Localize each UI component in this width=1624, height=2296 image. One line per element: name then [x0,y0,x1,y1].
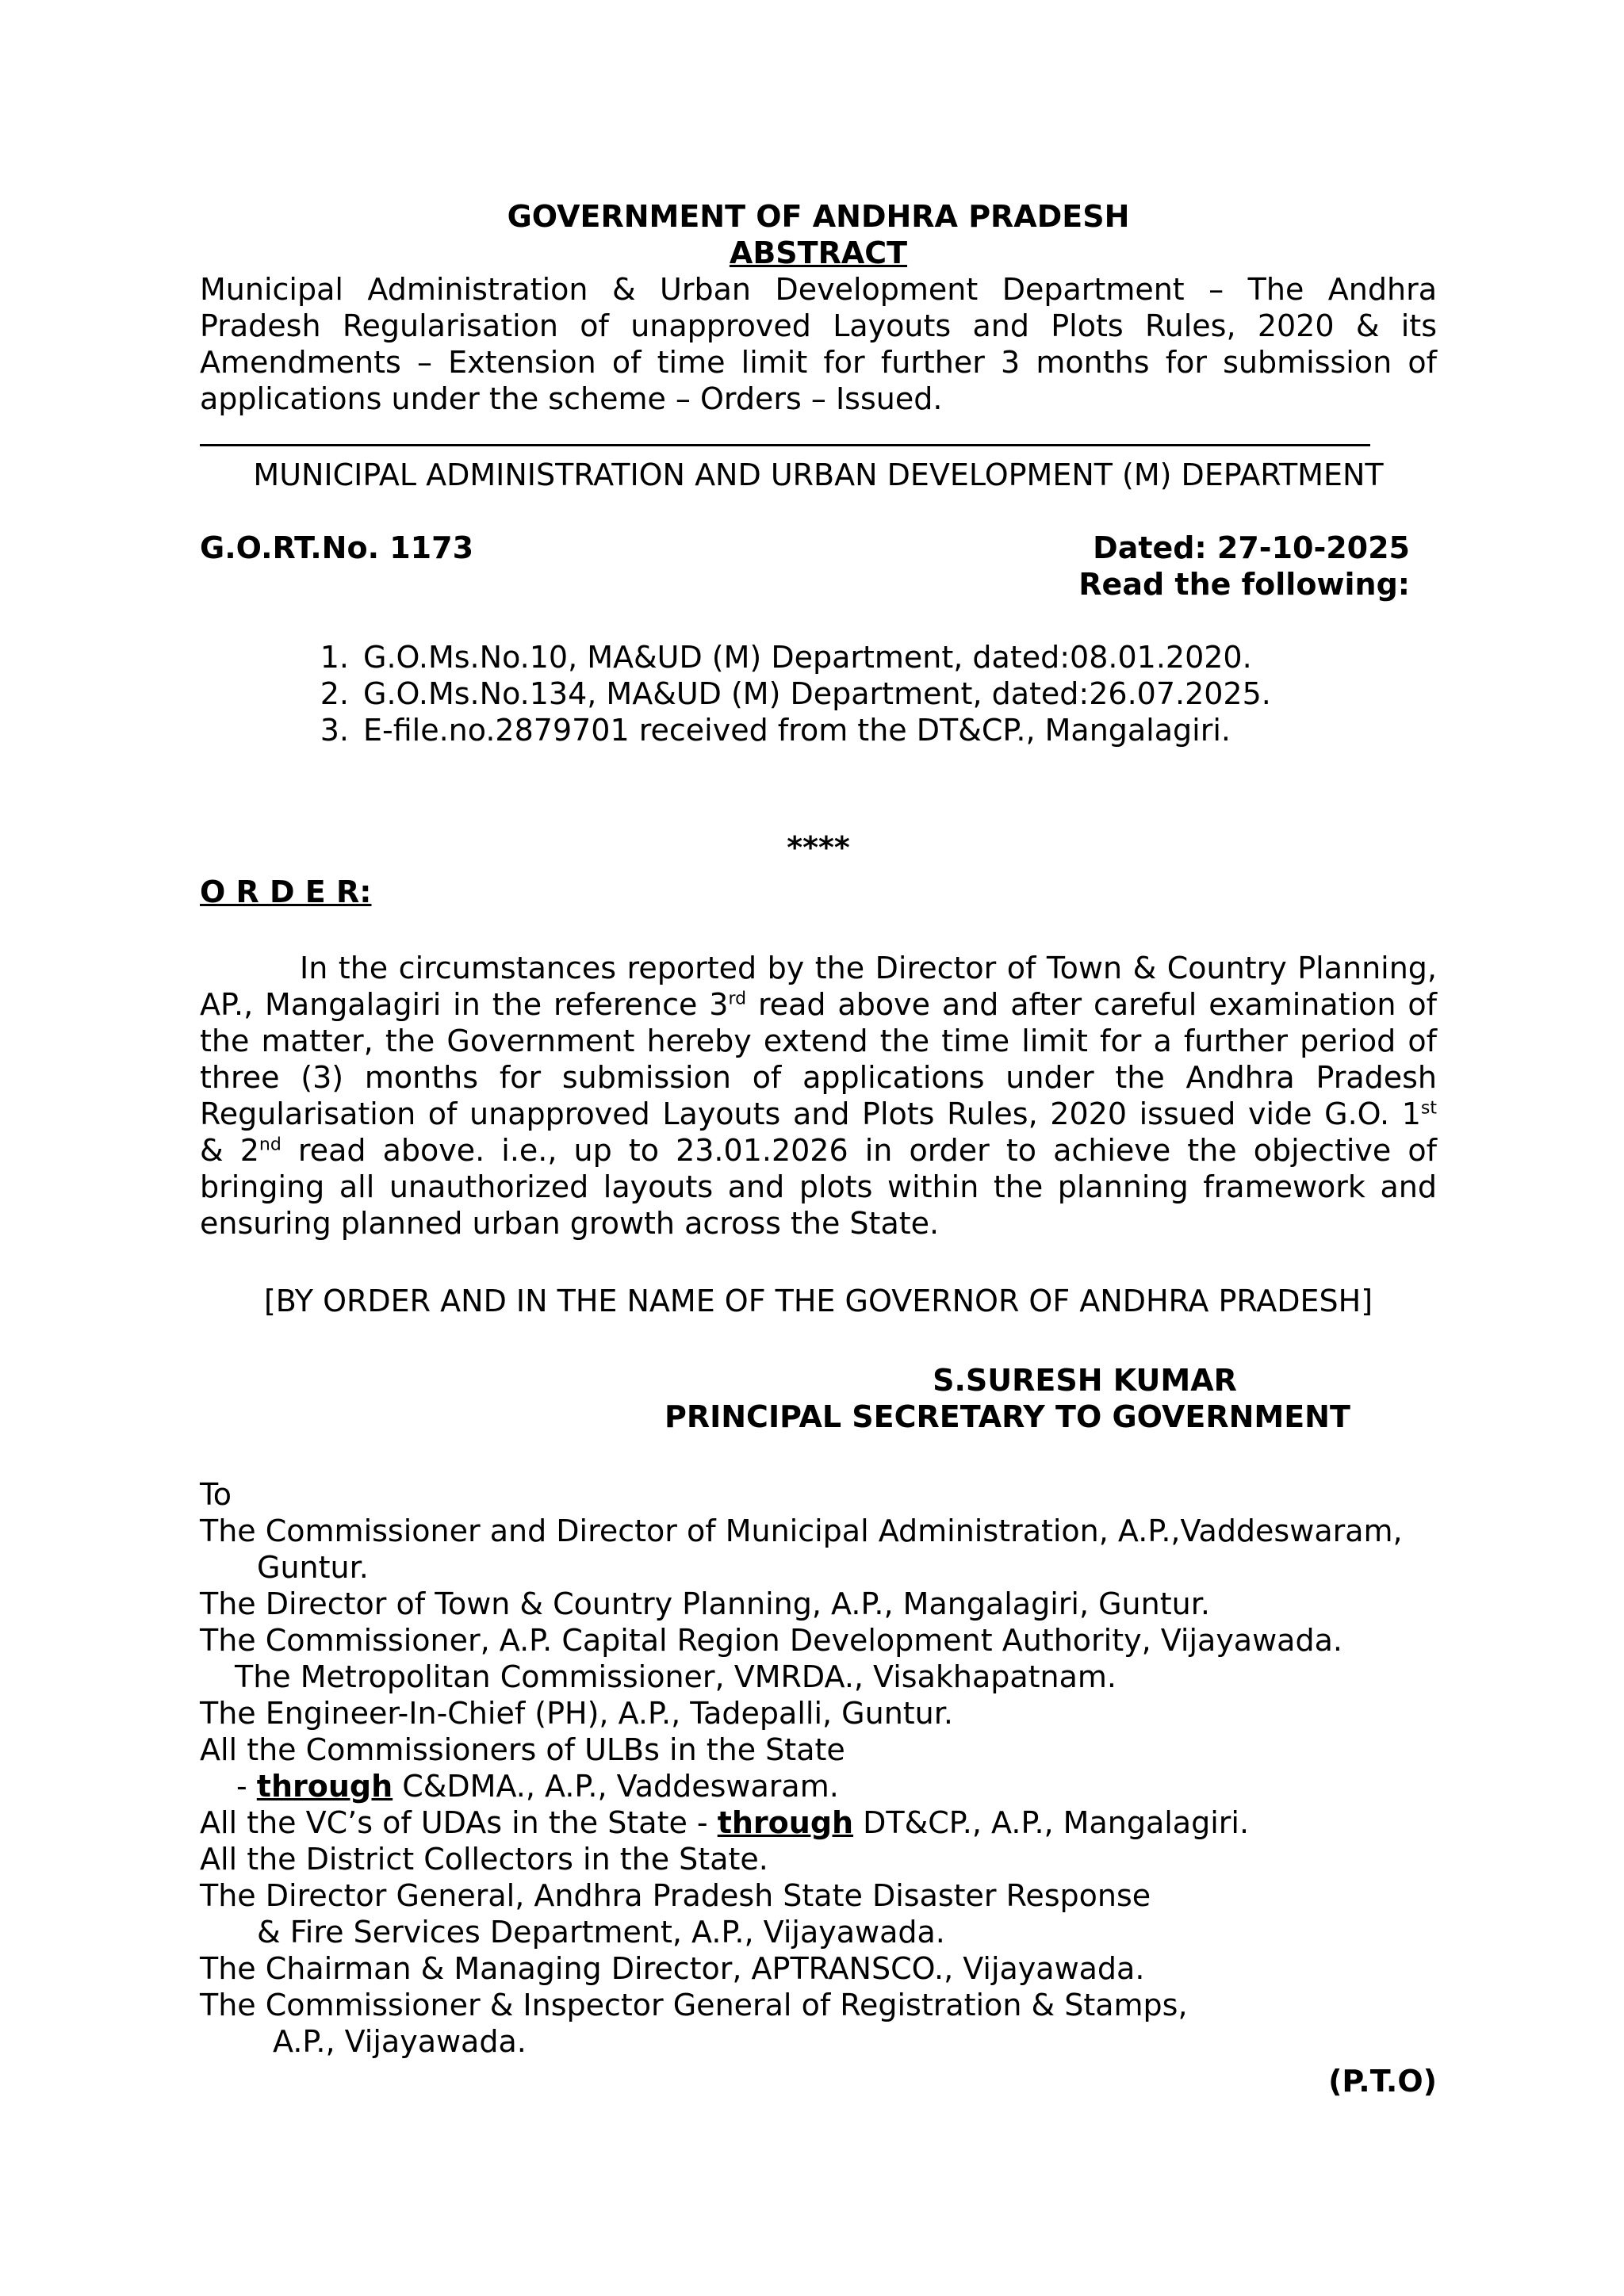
to-label: To [200,1477,232,1512]
govt-heading: GOVERNMENT OF ANDHRA PRADESH [507,199,1130,234]
separator-line [200,444,1370,446]
reference-item: 1. G.O.Ms.No.10, MA&UD (M) Department, dated:08.01.2020. [320,640,1252,675]
recipient-cont: & Fire Services Department, A.P., Vijayawada. [257,1915,945,1950]
recipient: The Commissioner and Director of Municipal Administration, A.P.,Vaddeswaram, [200,1513,1403,1548]
order-paragraph: In the circumstances reported by the Director of Town & Country Planning, AP., Mangalagiri in the reference 3rd read above and after careful examination of the matter, the Government hereby extend the time limit for a further period of three (3) months for submission of applications under the Andhra Pradesh Regularisation of unapproved Layouts and Plots Rules, 2020 issued vide G.O. 1st & 2nd read above. i.e., up to 23.01.2026 in order to achieve the objective of bringing all unauthorized layouts and plots within the planning framework and ensuring planned urban growth across the State. [200,951,1437,1241]
recipient: All the VC’s of UDAs in the State - through DT&CP., A.P., Mangalagiri. [200,1805,1250,1840]
recipient: All the Commissioners of ULBs in the State [200,1732,845,1767]
abstract-label: ABSTRACT [729,235,908,270]
go-date: Dated: 27-10-2025 [1093,530,1410,565]
reference-item: 3. E-file.no.2879701 received from the DT&CP., Mangalagiri. [320,713,1231,748]
recipient: The Director of Town & Country Planning, A.P., Mangalagiri, Guntur. [200,1586,1210,1621]
reference-item: 2. G.O.Ms.No.134, MA&UD (M) Department, dated:26.07.2025. [320,676,1271,711]
recipient: The Chairman & Managing Director, APTRANSCO., Vijayawada. [200,1951,1145,1986]
recipient-cont: Guntur. [257,1550,369,1585]
signatory-name: S.SURESH KUMAR [933,1363,1237,1398]
references-list [297,639,1407,748]
recipient: The Metropolitan Commissioner, VMRDA., Visakhapatnam. [235,1659,1117,1694]
signatory-title: PRINCIPAL SECRETARY TO GOVERNMENT [665,1399,1350,1434]
recipient: The Engineer-In-Chief (PH), A.P., Tadepalli, Guntur. [200,1696,953,1731]
department-name: MUNICIPAL ADMINISTRATION AND URBAN DEVELOPMENT (M) DEPARTMENT [253,457,1384,492]
recipient: The Director General, Andhra Pradesh State Disaster Response [200,1878,1151,1913]
abstract-text: Municipal Administration & Urban Development Department – The Andhra Pradesh Regularisation of unapproved Layouts and Plots Rules, 2020 & its Amendments – Extension of time limit for further 3 months for submission of applications under the scheme – Orders – Issued. [200,272,1437,416]
recipient: The Commissioner, A.P. Capital Region Development Authority, Vijayawada. [200,1623,1342,1658]
order-label: O R D E R: [200,874,372,909]
read-following: Read the following: [1078,567,1410,602]
recipient-cont: - through C&DMA., A.P., Vaddeswaram. [236,1769,839,1804]
go-number: G.O.RT.No. 1173 [200,530,474,565]
pto-marker: (P.T.O) [1328,2064,1437,2099]
separator-stars: **** [787,830,850,865]
by-order-line: [BY ORDER AND IN THE NAME OF THE GOVERNOR OF ANDHRA PRADESH] [263,1284,1373,1318]
recipient: All the District Collectors in the State. [200,1842,768,1877]
recipient-cont: A.P., Vijayawada. [273,2024,527,2059]
to-section [200,1476,1437,2060]
recipient: The Commissioner & Inspector General of Registration & Stamps, [200,1988,1188,2022]
